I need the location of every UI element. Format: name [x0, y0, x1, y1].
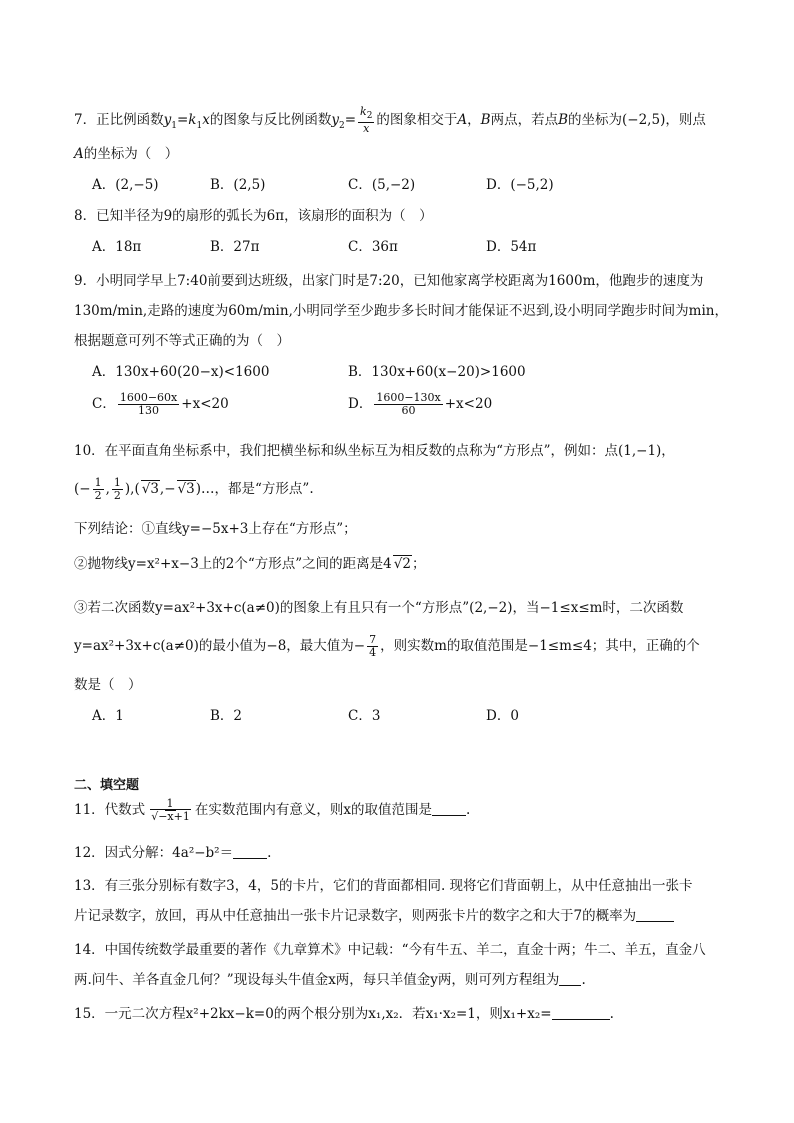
q11-text: 11．代数式 [74, 802, 146, 818]
q14-text: . [581, 972, 586, 988]
q9-unit: min， [688, 303, 728, 319]
q13-line2 [74, 906, 734, 926]
q14-line2 [74, 970, 734, 990]
q10-line6: y=ax²+3x+c(a≠0)的最小值为−8，最大值为− $\frac{7}{4}$ ，则实数m的取值范围是−1≤m≤4；其中，正确的个 [74, 633, 700, 659]
q7-fraction: $\frac{k_2}{x}$ [360, 105, 373, 136]
q9-option-c[interactable]: C． $\frac{1600-60x}{130}$ +x<20 [92, 391, 229, 417]
q12 [74, 843, 734, 863]
q10-text: y=ax²+3x+c(a≠0)的最小值为−8，最大值为− [74, 638, 366, 654]
q9-line3: 根据题意可列不等式正确的为（ ） [74, 333, 290, 349]
q10-text: …，都是“方形点”. [201, 481, 314, 497]
q8-stem: 8．已知半径为9的扇形的弧长为6π，该扇形的面积为（ ） [74, 208, 433, 224]
q15 [74, 1004, 734, 1024]
q14-text: 两.问牛、羊各直金几何？”现设每头牛值金x两，每只羊值金y两，则可列方程组为 [74, 972, 560, 988]
q11-fraction: $\frac{1}{√-x+1}$ [151, 797, 190, 823]
q9-options-cd [92, 392, 752, 426]
q7-math-y1: y [163, 112, 172, 129]
q7-option-b[interactable]: B．(2,5) [210, 177, 266, 193]
q10-line4: ②抛物线y=x²+x−3上的2个“方形点”之间的距离是4 √2； [74, 556, 426, 572]
q14-line1: 14．中国传统数学最重要的著作《九章算术》中记载：“今有牛五、羊二，直金十两；牛二、羊五，直金八 [74, 942, 706, 958]
q8-option-c[interactable]: C．36π [348, 239, 398, 255]
q12-answer-blank[interactable] [233, 844, 267, 859]
q7-text: 的坐标为 [568, 112, 623, 129]
q7-option-c[interactable]: C．(5,−2) [348, 177, 416, 193]
q14-answer-blank[interactable] [559, 971, 581, 986]
q13-answer-blank[interactable] [636, 907, 674, 922]
q7-text: 的图象与反比例函数 [209, 112, 332, 129]
q8-option-d[interactable]: D．54π [486, 239, 537, 255]
q10-text: ②抛物线y=x²+x−3上的2个“方形点”之间的距离是4 [74, 556, 392, 572]
q7-option-d[interactable]: D．(−5,2) [486, 177, 554, 193]
q7-coord: (−2,5) [622, 112, 666, 129]
q10-text: ，则实数m的取值范围是−1≤m≤4；其中，正确的个 [380, 638, 700, 654]
q7-text: 的图象相交于 [376, 112, 458, 129]
q10-text: ； [411, 556, 426, 572]
q13-line1: 13．有三张分别标有数字3，4，5的卡片，它们的背面都相同. 现将它们背面朝上，从中任意抽出一张卡 [74, 878, 693, 894]
q10-option-d[interactable]: D．0 [486, 708, 519, 724]
q7-option-a[interactable]: A．(2,−5) [92, 177, 159, 193]
q15-text: . [609, 1006, 614, 1022]
q10-option-c[interactable]: C．3 [348, 708, 381, 724]
q8-option-b[interactable]: B．27π [210, 239, 260, 255]
q10-line5: ③若二次函数y=ax²+3x+c(a≠0)的图象上有且只有一个“方形点”(2,−2)，当−1≤x≤m时，二次函数 [74, 600, 684, 616]
q15-answer-blank[interactable] [552, 1005, 610, 1020]
q11-text: 在实数范围内有意义，则x的取值范围是 [194, 802, 432, 818]
q15-text: 15．一元二次方程x²+2kx−k=0的两个根分别为x₁,x₂．若x₁·x₂=1，则x₁+x₂= [74, 1006, 552, 1022]
q10-line2: (− $\frac{1}{2}$ , $\frac{1}{2}$ ),( √3,− √3)…，都是“方形点”. [74, 476, 314, 502]
q7-line1: 7．正比例函数$y_1=k_1x$的图象与反比例函数$y_2=$ $\frac{k_2}{x}$ 的图象相交于A，B两点，若点B的坐标为(−2,5)，则点 [74, 105, 706, 136]
q10-line3: 下列结论：①直线y=−5x+3上存在“方形点”； [74, 521, 357, 537]
section-title: 二、填空题 [74, 778, 140, 793]
q11 [74, 798, 734, 832]
q7-text: ，则点 [665, 112, 706, 129]
q10-line7: 数是（ ） [74, 677, 142, 693]
q11-answer-blank[interactable] [432, 801, 466, 816]
q7-text: 的坐标为（ ） [83, 146, 179, 162]
q10-line1: 10．在平面直角坐标系中，我们把横坐标和纵坐标互为相反数的点称为“方形点”，例如：点(1,−1)， [74, 443, 675, 459]
q11-text: . [465, 802, 471, 818]
q8-option-a[interactable]: A．18π [92, 239, 142, 255]
q7-line2: A的坐标为（ ） [74, 146, 179, 162]
q9-option-b[interactable]: B．130x+60(x−20)>1600 [348, 364, 526, 380]
q9-line2 [74, 301, 734, 321]
q7-text: 7．正比例函数 [74, 112, 164, 129]
q9-text: 130m/min,走路的速度为60m/min,小明同学至少跑步多长时间才能保证不迟到,设小明同学跑步时间为 [74, 303, 689, 319]
q10-option-b[interactable]: B．2 [210, 708, 243, 724]
q9-option-a[interactable]: A．130x+60(20−x)<1600 [92, 364, 270, 380]
q10-option-a[interactable]: A．1 [92, 708, 124, 724]
q12-text: . [267, 845, 272, 861]
q9-option-d[interactable]: D． $\frac{1600-130x}{60}$ +x<20 [348, 391, 493, 417]
q7-text: 两点，若点 [490, 112, 559, 129]
q12-text: 12．因式分解：4a²−b²＝ [74, 845, 234, 861]
q13-text: 片记录数字，放回，再从中任意抽出一张卡片记录数字，则两张卡片的数字之和大于7的概率为 [74, 908, 637, 924]
q9-line1: 9．小明同学早上7:40前要到达班级，出家门时是7:20，已知他家离学校距离为1600m，他跑步的速度为 [74, 273, 704, 289]
